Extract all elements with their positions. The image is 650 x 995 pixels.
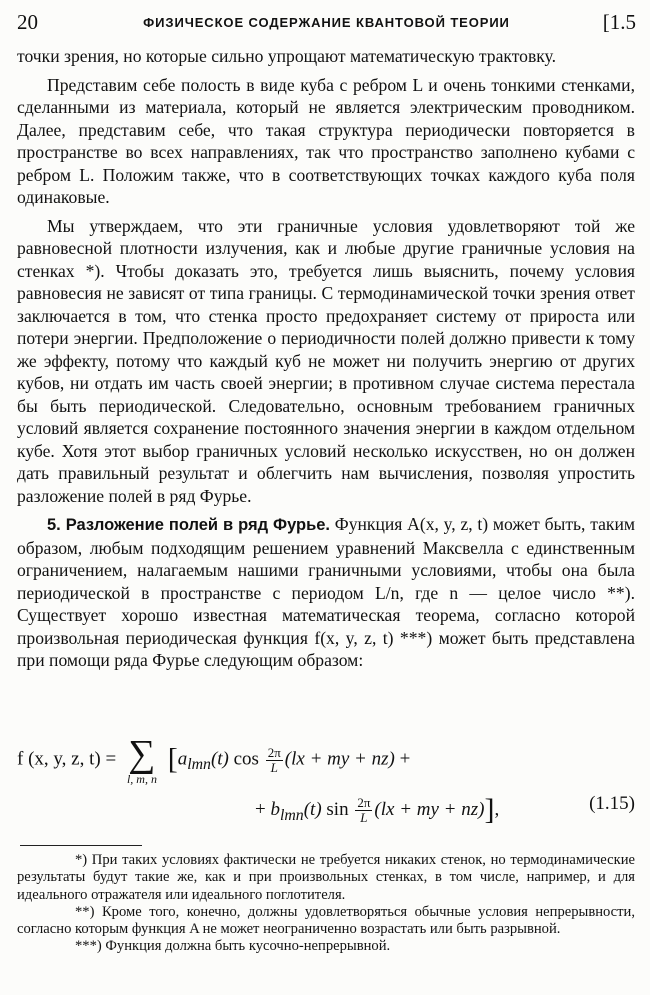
fraction: $\frac{2\pi}{L}$ bbox=[267, 744, 281, 775]
section-paragraph bbox=[17, 513, 635, 672]
running-title: ФИЗИЧЕСКОЕ СОДЕРЖАНИЕ КВАНТОВОЙ ТЕОРИИ bbox=[143, 15, 510, 30]
paragraph: Представим себе полость в виде куба с ребром L и очень тонкими стенками, сделанными из материала, который не является электрическим проводником. Далее, представим себе, что такая структура периодически повторяется в пространстве во всех направлениях, так что пространство заполнено кубами с ребром L. Положим также, что в соответствующих точках каждого куба поля одинаковые. bbox=[17, 74, 635, 207]
equation-line-2: + $b_{lmn}(t)$ sin $\frac{2\pi}{L}$ (lx + my + nz)], (1.15) bbox=[255, 793, 635, 826]
equation-line-1: f (x, y, z, t) = ∑ l, m, n [$a_{lmn}(t)$ cos $\frac{2\pi}{L}$ (lx + my + nz) + bbox=[17, 733, 411, 786]
page-header bbox=[17, 10, 636, 36]
page-number: 20 bbox=[17, 10, 38, 34]
summation-sign: ∑ l, m, n bbox=[126, 733, 157, 786]
paragraph: Мы утверждаем, что эти граничные условия удовлетворяют той же равновесной плотности излучения, как и любые другие граничные условия на стенках *). Чтобы доказать это, требуется лишь выяснить, почему условия равновесия не зависят от типа границы. С термодинамической точки зрения ответ заключается в том, что стенка просто предохраняет систему от прироста или потери энергии. Предположение о периодичности полей должно привести к тому же эффекту, потому что каждый куб не может ни получить энергию от других кубов, ни отдать им часть своей энергии; в противном случае система перестала бы быть периодической. Следовательно, основным требованием граничных условий является сохранение постоянного значения энергии в каждом отдельном кубе. Хотя этот выбор граничных условий несколько искусствен, но он должен дать правильный результат и облегчить нам вычисления, позволяя упростить разложение полей в ряд Фурье. bbox=[17, 215, 635, 506]
fraction: $\frac{2\pi}{L}$ bbox=[357, 795, 371, 826]
summation-index: l, m, n bbox=[126, 772, 157, 786]
paragraph: точки зрения, но которые сильно упрощают математическую трактовку. bbox=[17, 46, 556, 66]
footnotes bbox=[17, 852, 635, 956]
section-heading: 5. Разложение полей в ряд Фурье. bbox=[47, 516, 331, 534]
section-reference: [1.5 bbox=[602, 10, 636, 34]
coefficient-b: b bbox=[270, 799, 280, 820]
paragraph-text: Функция A(x, y, z, t) может быть, таким образом, любым подходящим решением уравнений Максвелла с единственным ограничением, налагаемым нашими граничными условиями, чтобы она была периодической в пространстве с периодом L/n, где n — целое число **). Существует хорошо известная математическая теорема, согласно которой произвольная периодическая функция f(x, y, z, t) ***) может быть представлена при помощи ряда Фурье следующим образом: bbox=[17, 514, 636, 670]
footnote-divider bbox=[20, 845, 142, 846]
footnote: **) Кроме того, конечно, должны удовлетворяться обычные условия непрерывности, согласно которым функция A не может неограниченно возрастать или быть разрывной. bbox=[17, 903, 635, 938]
coefficient-a: a bbox=[177, 748, 188, 770]
equation-lhs: f (x, y, z, t) = bbox=[17, 748, 117, 770]
footnote: ***) Функция должна быть кусочно-непрерывной. bbox=[75, 938, 391, 955]
equation-number: (1.15) bbox=[589, 793, 635, 814]
footnote: *) При таких условиях фактически не требуется никаких стенок, но термодинамические результаты будут такие же, как и при произвольных стенках, в том числе, например, и для идеального отражателя или идеального поглотителя. bbox=[17, 852, 635, 903]
main-text bbox=[17, 45, 635, 672]
